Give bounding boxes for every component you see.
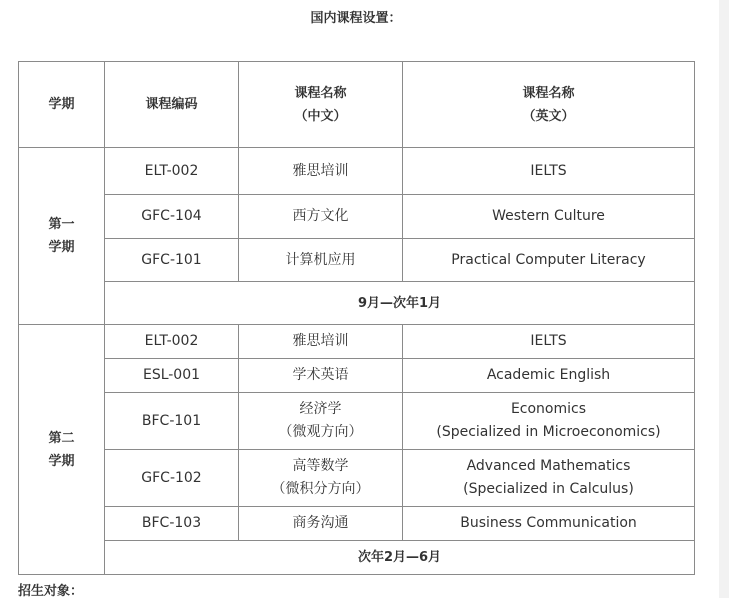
section-title: 国内课程设置： <box>310 11 402 26</box>
term-period-row <box>19 282 695 325</box>
header-name-en-line2: （英文） <box>522 108 575 124</box>
page-side-strip <box>719 0 729 598</box>
course-code: ESL-001 <box>105 359 239 393</box>
course-name-cn: 计算机应用 <box>239 239 403 282</box>
course-name-cn <box>239 393 403 450</box>
course-name-en: Western Culture <box>403 195 695 239</box>
course-name-en: Business Communication <box>403 507 695 541</box>
course-name-cn: 学术英语 <box>239 359 403 393</box>
header-code-label: 课程编码 <box>145 97 198 112</box>
term-2-label-line2: 学期 <box>48 453 75 469</box>
course-code: BFC-101 <box>105 393 239 450</box>
course-name-en: Practical Computer Literacy <box>403 239 695 282</box>
table-row <box>19 393 695 450</box>
table-row <box>19 359 695 393</box>
header-name-cn <box>239 62 403 148</box>
course-table <box>18 61 695 575</box>
table-row <box>19 148 695 195</box>
header-name-cn-line2: （中文） <box>294 108 347 124</box>
term-2-period: 次年2月—6月 <box>105 541 695 575</box>
term-1-label-line2: 学期 <box>48 240 75 255</box>
course-name-en: Academic English <box>403 359 695 393</box>
course-name-en <box>403 450 695 507</box>
header-term <box>19 62 105 148</box>
course-name-cn: 雅思培训 <box>239 148 403 195</box>
term-1-cell <box>19 148 105 325</box>
course-name-cn: 雅思培训 <box>239 325 403 359</box>
term-2-cell <box>19 325 105 575</box>
course-name-cn-line1: 高等数学 <box>292 458 349 474</box>
term-period-row <box>19 541 695 575</box>
table-row <box>19 195 695 239</box>
course-name-en-line2: (Specialized in Calculus) <box>463 481 634 497</box>
term-1-period: 9月—次年1月 <box>105 282 695 325</box>
course-name-en-line1: Economics <box>510 401 587 417</box>
course-name-cn <box>239 450 403 507</box>
course-code: BFC-103 <box>105 507 239 541</box>
course-name-cn-line2: （微积分方向） <box>271 481 370 497</box>
course-name-cn: 西方文化 <box>239 195 403 239</box>
enrollment-target-label: 招生对象： <box>18 584 84 599</box>
course-code: ELT-002 <box>105 148 239 195</box>
term-2-label-line1: 第二 <box>48 430 75 446</box>
course-name-en: IELTS <box>403 325 695 359</box>
course-name-cn: 商务沟通 <box>239 507 403 541</box>
table-row <box>19 239 695 282</box>
course-code: GFC-102 <box>105 450 239 507</box>
header-name-en-line1: 课程名称 <box>522 85 575 101</box>
course-code: GFC-104 <box>105 195 239 239</box>
header-name-cn-line1: 课程名称 <box>294 85 347 101</box>
table-row <box>19 325 695 359</box>
course-name-en: IELTS <box>403 148 695 195</box>
course-name-cn-line2: （微观方向） <box>278 424 363 440</box>
course-name-en <box>403 393 695 450</box>
course-name-cn-line1: 经济学 <box>299 401 342 417</box>
course-code: ELT-002 <box>105 325 239 359</box>
course-name-en-line2: (Specialized in Microeconomics) <box>436 424 661 440</box>
header-term-label: 学期 <box>48 97 75 112</box>
table-row <box>19 450 695 507</box>
table-header-row <box>19 62 695 148</box>
header-code <box>105 62 239 148</box>
course-code: GFC-101 <box>105 239 239 282</box>
header-name-en <box>403 62 695 148</box>
term-1-label-line1: 第一 <box>48 217 75 232</box>
table-row <box>19 507 695 541</box>
course-name-en-line1: Advanced Mathematics <box>466 458 631 474</box>
